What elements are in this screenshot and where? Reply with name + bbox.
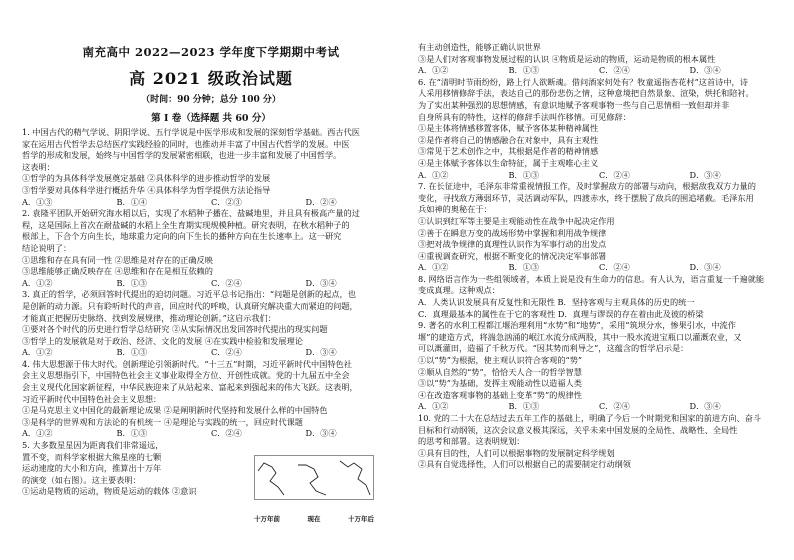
question-line: 的演变（如右图）。这主要表明： — [22, 474, 141, 485]
answer-option: C．②④ — [599, 401, 630, 412]
left-questions — [22, 127, 400, 498]
question-line: 家在运用古代哲学去总结医疗实践经验的同时，也推动并丰富了中国古代哲学的发展。中医 — [22, 138, 350, 149]
dipper-future — [340, 461, 370, 495]
answer-option: B．①③ — [508, 262, 540, 273]
question-line: 变化，寻找敌方薄弱环节，灵活调动军队，四渡赤水，终于摆脱了敌兵的围追堵截。毛泽东用 — [418, 192, 754, 203]
answer-option: B．①③ — [116, 347, 148, 358]
answer-option: A．①② — [22, 428, 53, 439]
dipper-past — [258, 463, 284, 495]
school-exam-line: 南充高中 2022—2023 学年度下学期期中考试 — [82, 45, 340, 59]
question-line: 这表明： — [22, 161, 55, 172]
question-line: 根部上，下合个方向生长，地球重力定向的向下生长的播种方向在生长速率上。这一研究 — [22, 231, 342, 242]
question-line: 的思考和部署。这表明规划： — [418, 436, 525, 447]
answer-option: C．②③ — [211, 196, 242, 207]
answer-options — [418, 170, 780, 182]
question-line: 哲学的形成和发展，始终与中国哲学的发展紧密相联，也进一步丰富和发展了中国哲学。 — [22, 150, 342, 161]
question-stem: 9. 著名的水利工程都江堰治理利用“水势”和“地势”，采用“筑坝分水，惨果引水，中流作 — [418, 320, 736, 331]
question-line: 结论说明了： — [22, 242, 72, 253]
question-line: ①运动是物质的运动，物质是运动的载体 ②意识 — [22, 486, 197, 497]
exam-title: 高 2021 级政治试题 — [129, 69, 293, 88]
answer-option: A．①② — [418, 401, 449, 412]
answer-option: C．②④ — [599, 169, 630, 180]
answer-option: A．①② — [22, 277, 53, 288]
answer-option: A．①② — [418, 169, 449, 180]
question-line: ③思维能够正确反映存在 ④思维和存在是相互依赖的 — [22, 266, 213, 277]
question-line: ①哲学的为具体科学发展奠定基础 ②具体科学的进步推动哲学的发展 — [22, 173, 271, 184]
answer-option: D．③④ — [689, 169, 721, 180]
question-line: 才能真正把握历史脉络、找到发展规律，推动理论创新。”这启示我们： — [22, 312, 276, 323]
question-line: ④重视调查研究，根据不断变化的情况决定军事部署 — [418, 250, 607, 261]
right-column — [418, 42, 780, 471]
answer-option: D．②④ — [305, 196, 337, 207]
question-line: 会主义思想指引下，中国特色社会主义事业取得全方位、开创性成就。党的十九届五中全会 — [22, 370, 350, 381]
question-stem: 6. 在“清明时节雨纷纷，路上行人欲断魂。借问酒家何处有？牧童遥指杏花村”这首诗中，诗 — [418, 76, 748, 87]
answer-option: D．③④ — [305, 428, 337, 439]
question-line: 可以溉灌田，造福了千秋万代。“因其势而利导之”，这蕴含的哲学启示是： — [418, 343, 689, 354]
answer-option: C．②④ — [211, 277, 242, 288]
answer-option: C．②④ — [599, 65, 630, 76]
question-line: 人采用移情修辞手法，表达自己的那份悲伤之情，这种意境把自然景象、渲染，烘托和陪衬。 — [418, 88, 754, 99]
answer-option: D．③④ — [689, 262, 721, 273]
question-line: 为了实出某种强烈的思想情感，有意识地赋予客观事物一些与自己思情相一致但却并非 — [418, 99, 730, 110]
answer-option: A．①② — [22, 347, 53, 358]
answer-option: D．③④ — [305, 347, 337, 358]
answer-options — [22, 347, 400, 359]
question-line: ③把对战争规律的真理性认识作为军事行动的出发点 — [418, 239, 607, 250]
question-stem: 2. 袁隆平团队开始研究海水稻以后，实现了水稻种子播在、盐碱地里，并且具有极高产量的过 — [22, 208, 360, 219]
answer-options — [22, 278, 400, 290]
answer-option: B．①③ — [508, 169, 540, 180]
question-stem: 8. 网络语言作为一些组领域者，本质上说是没有生命力的信息。有人认为，语言重复一千遍就能 — [418, 273, 765, 284]
question-line: 习近平新时代中国特色社会主义思想： — [22, 393, 162, 404]
question-line: ①认识到红军等主要是主观能动性在战争中起决定作用 — [418, 215, 615, 226]
question-line: ①要对各个时代的历史进行哲学总结研究 ②从实际情况出发回答时代提出的现实问题 — [22, 324, 328, 335]
question-line: ④是主体赋予客体以生命特征，属于主观唯心主义 — [418, 157, 599, 168]
question-line: A．人类认识发展具有反复性和无限性 B．坚持客观与主观具体的历史的统一 — [418, 297, 695, 308]
question-stem: 3. 真正的哲学，必须回答时代提出的迫切问题。习近平总书记指出：“问题是创新的起点，也 — [22, 289, 356, 300]
question-line: 运动速度的大小和方向，推算出十万年 — [22, 463, 162, 474]
question-line: ②顺从自然的“势”，恰恰天人合一的哲学智慧 — [418, 366, 582, 377]
answer-option: C．②④ — [211, 347, 242, 358]
question-line: 置不变，而科学家根据大熊星座的七颗 — [22, 451, 162, 462]
answer-option: B．①④ — [116, 196, 148, 207]
question-line: 会主义现代化国家新征程，中华民族迎来了从站起来、富起来到强起来的伟大飞跃。这表明， — [22, 382, 358, 393]
question-line: 堰”的建造方式，将湍急汹涌的岷江水流分成两股，其中一股水流进宝瓶口以灌溉农业，又 — [418, 331, 742, 342]
question-stem: 7. 在长征途中，毛泽东非常重视情报工作，及时掌握敌方的部署与动向，根据敌我双方力量的 — [418, 181, 756, 192]
caption-past: 十万年前 — [254, 515, 280, 523]
question-line: 有主动创造性，能够正确认识世界 — [418, 42, 541, 52]
answer-option: A．①② — [418, 65, 449, 76]
answer-option: B．①③ — [116, 428, 148, 439]
question-line: ②善于在瞬息万变的战场形势中掌握和利用战争规律 — [418, 227, 607, 238]
question-line: ③常见于艺术创作之中，其根据是作者的精神情感 — [418, 146, 599, 157]
question-line: 变成真理。这种观点： — [418, 285, 500, 296]
left-column — [22, 44, 400, 498]
question-stem: 5. 大多数星星因为距离我们非常遥远， — [22, 440, 164, 451]
question-stem: 4. 伟大思想源于伟大时代。创新理论引领新时代。“十三五”时期，习近平新时代中国特色社 — [22, 358, 352, 369]
answer-option: D．③④ — [689, 401, 721, 412]
right-questions — [418, 42, 780, 471]
question-stem: 1. 中国古代的精气学说、阴阳学说、五行学说是中医学形成和发展的深刻哲学基础。西古代医 — [22, 127, 360, 137]
question-line: C．真理最基本的属性在于它的客观性 D．真理与谬误的存在着由此及彼的桥梁 — [418, 308, 704, 319]
question-line: ②是作者将自己的情感融合在对象中，具有主观性 — [418, 134, 599, 145]
answer-option: C．②④ — [211, 428, 242, 439]
question-line: 兵如神的奥秘在于： — [418, 204, 492, 215]
question-line: 是创新的动力源。只有聆听时代的声音，回应时代的呼唤，认真研究解决重大而紧迫的问题， — [22, 300, 358, 311]
question-line: ①思维和存在具有同一性 ②思维是对存在的正确反映 — [22, 254, 213, 265]
section-title: 第 Ⅰ 卷（选择题 共 60 分） — [151, 113, 271, 124]
big-dipper-diagram — [254, 455, 374, 513]
question-line: ①是马克思主义中国化的最新理论成果 ②是阐明新时代坚持和发展什么样的中国特色 — [22, 405, 328, 416]
question-line: ①具有目的性，人们可以根据事物的发展制定科学规划 — [418, 447, 615, 458]
answer-option: D．③④ — [305, 277, 337, 288]
question-line: 目标和行动纲领，这次会议意义极其深远，关乎未来中国发展的全局性、战略性、全局性 — [418, 424, 738, 435]
question-line: ③是人们对客观事物发展过程的认识 ④物质是运动的物质，运动是物质的根本属性 — [418, 53, 716, 64]
question-line: 自身所具有的特性，这样的修辞手法叫作移情。可见修辞： — [418, 111, 631, 122]
question-line: ③是科学的世界观和方法论的有机统一 ④是理论与实践的统一，回应时代课题 — [22, 416, 303, 427]
question-line: ①以“势”为根据，使主观认识符合客观的“势” — [418, 355, 583, 366]
question-line: ②具有自觉选择性，人们可以根据自己的需要制定行动纲领 — [418, 459, 631, 470]
dipper-now — [298, 465, 326, 495]
caption-future: 十万年后 — [348, 515, 374, 523]
star-figure — [254, 455, 374, 523]
answer-option: A．①② — [418, 262, 449, 273]
question-line: ③以“势”为基础，发挥主观能动性以造福人类 — [418, 378, 582, 389]
answer-option: B．①③ — [508, 65, 540, 76]
answer-options — [418, 401, 780, 413]
answer-options — [418, 262, 780, 274]
answer-options — [22, 428, 400, 440]
answer-option: C．②④ — [599, 262, 630, 273]
answer-option: B．①③ — [116, 277, 148, 288]
question-line: ③哲学上的发展就是对于政治、经济、文化的发展 ④在实践中检验和发展理论 — [22, 335, 303, 346]
answer-option: A．①③ — [22, 196, 53, 207]
question-line: ①是主体将情感移置客体，赋予客体某种精神属性 — [418, 123, 599, 134]
question-line: 程，这是国际上首次在耐盐碱的水稻上全生育期实现规模种植。研究表明，在秋水稻种子的 — [22, 219, 350, 230]
answer-option: B．①③ — [508, 401, 540, 412]
time-score-line: （时间：90 分钟；总分 100 分） — [141, 95, 281, 105]
answer-options — [418, 65, 780, 77]
question-line: ④在改造客观事物的基础上变革“势”的规律性 — [418, 389, 582, 400]
answer-option: D．③④ — [689, 65, 721, 76]
answer-options — [22, 197, 400, 209]
caption-now: 现在 — [307, 515, 321, 523]
question-line: ③哲学要对具体科学进行概括升华 ④具体科学为哲学提供方法论指导 — [22, 184, 271, 195]
question-stem: 10. 党的二十大在总结过去五年工作的基础上，明确了今后一个时期党和国家的前进方向、奋斗 — [418, 413, 762, 423]
